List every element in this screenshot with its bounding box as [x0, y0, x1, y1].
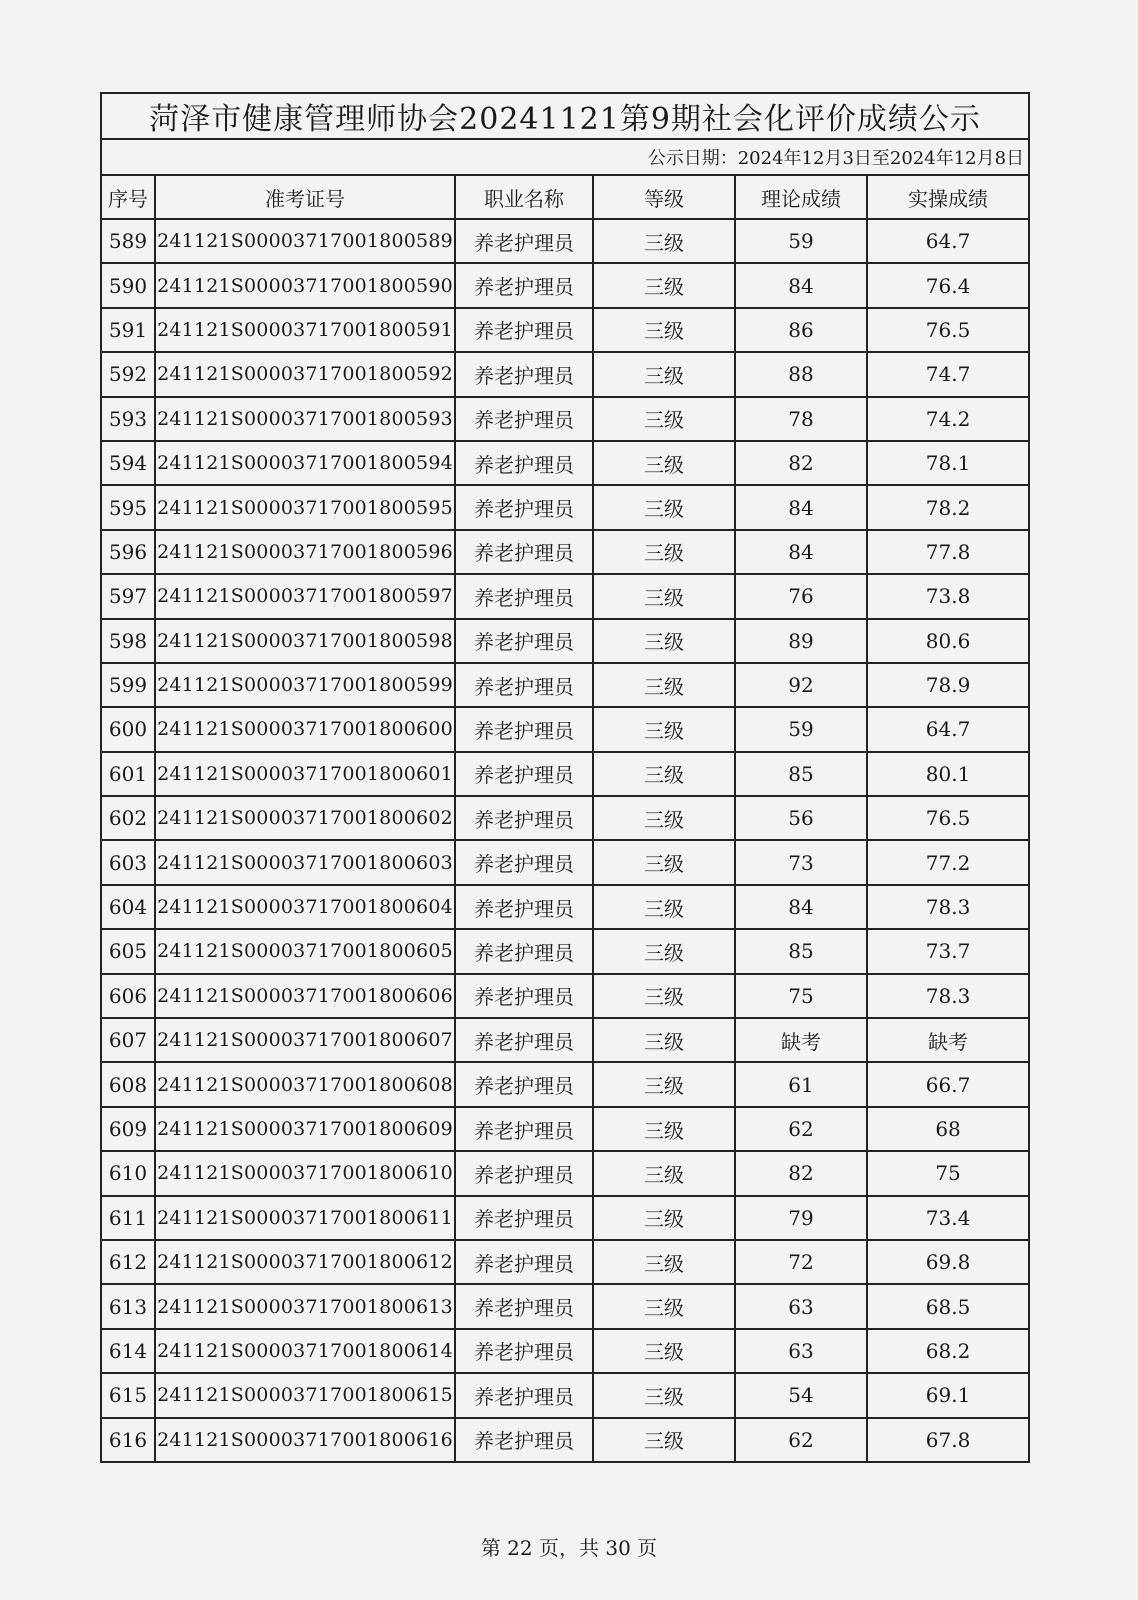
cell-seq: 593 [101, 397, 155, 441]
cell-seq: 608 [101, 1062, 155, 1106]
cell-ticket-number: 241121S00003717001800614 [155, 1329, 455, 1373]
cell-ticket-number: 241121S00003717001800601 [155, 752, 455, 796]
cell-practice-score: 76.5 [867, 308, 1029, 352]
table-row [101, 752, 1029, 796]
cell-theory-score: 84 [735, 530, 867, 574]
cell-ticket-number: 241121S00003717001800607 [155, 1018, 455, 1062]
cell-ticket-number: 241121S00003717001800595 [155, 485, 455, 529]
cell-theory-score: 75 [735, 974, 867, 1018]
cell-seq: 609 [101, 1107, 155, 1151]
cell-occupation: 养老护理员 [455, 974, 593, 1018]
cell-seq: 602 [101, 796, 155, 840]
cell-seq: 594 [101, 441, 155, 485]
cell-level: 三级 [593, 796, 735, 840]
table-row [101, 1329, 1029, 1373]
table-row [101, 352, 1029, 396]
cell-level: 三级 [593, 840, 735, 884]
cell-ticket-number: 241121S00003717001800605 [155, 929, 455, 973]
cell-practice-score: 78.3 [867, 974, 1029, 1018]
cell-seq: 615 [101, 1373, 155, 1417]
cell-occupation: 养老护理员 [455, 441, 593, 485]
cell-seq: 611 [101, 1196, 155, 1240]
cell-ticket-number: 241121S00003717001800589 [155, 219, 455, 263]
table-row [101, 1107, 1029, 1151]
table-row [101, 530, 1029, 574]
cell-level: 三级 [593, 1062, 735, 1106]
table-row [101, 974, 1029, 1018]
cell-ticket-number: 241121S00003717001800612 [155, 1240, 455, 1284]
cell-ticket-number: 241121S00003717001800593 [155, 397, 455, 441]
cell-level: 三级 [593, 1018, 735, 1062]
table-row [101, 485, 1029, 529]
cell-practice-score: 77.8 [867, 530, 1029, 574]
cell-occupation: 养老护理员 [455, 1329, 593, 1373]
cell-theory-score: 76 [735, 574, 867, 618]
table-row [101, 619, 1029, 663]
cell-theory-score: 59 [735, 707, 867, 751]
table-row [101, 308, 1029, 352]
cell-theory-score: 85 [735, 752, 867, 796]
header-practice-score: 实操成绩 [867, 175, 1029, 219]
cell-practice-score: 74.2 [867, 397, 1029, 441]
table-row [101, 840, 1029, 884]
cell-practice-score: 69.8 [867, 1240, 1029, 1284]
cell-level: 三级 [593, 1240, 735, 1284]
cell-level: 三级 [593, 441, 735, 485]
cell-practice-score: 68 [867, 1107, 1029, 1151]
cell-seq: 598 [101, 619, 155, 663]
table-row [101, 663, 1029, 707]
cell-seq: 614 [101, 1329, 155, 1373]
cell-occupation: 养老护理员 [455, 1107, 593, 1151]
cell-level: 三级 [593, 574, 735, 618]
header-occupation: 职业名称 [455, 175, 593, 219]
cell-level: 三级 [593, 530, 735, 574]
cell-occupation: 养老护理员 [455, 1062, 593, 1106]
cell-seq: 616 [101, 1418, 155, 1462]
cell-practice-score: 73.4 [867, 1196, 1029, 1240]
cell-practice-score: 78.9 [867, 663, 1029, 707]
table-row [101, 1196, 1029, 1240]
cell-ticket-number: 241121S00003717001800613 [155, 1284, 455, 1328]
cell-level: 三级 [593, 308, 735, 352]
cell-occupation: 养老护理员 [455, 1240, 593, 1284]
cell-practice-score: 78.1 [867, 441, 1029, 485]
cell-seq: 604 [101, 885, 155, 929]
cell-theory-score: 82 [735, 1151, 867, 1195]
cell-ticket-number: 241121S00003717001800616 [155, 1418, 455, 1462]
cell-ticket-number: 241121S00003717001800599 [155, 663, 455, 707]
cell-practice-score: 69.1 [867, 1373, 1029, 1417]
cell-occupation: 养老护理员 [455, 885, 593, 929]
cell-occupation: 养老护理员 [455, 752, 593, 796]
cell-practice-score: 77.2 [867, 840, 1029, 884]
cell-ticket-number: 241121S00003717001800603 [155, 840, 455, 884]
cell-seq: 600 [101, 707, 155, 751]
cell-occupation: 养老护理员 [455, 1284, 593, 1328]
cell-occupation: 养老护理员 [455, 619, 593, 663]
cell-theory-score: 78 [735, 397, 867, 441]
cell-level: 三级 [593, 1151, 735, 1195]
cell-practice-score: 68.2 [867, 1329, 1029, 1373]
cell-ticket-number: 241121S00003717001800591 [155, 308, 455, 352]
cell-seq: 607 [101, 1018, 155, 1062]
cell-ticket-number: 241121S00003717001800597 [155, 574, 455, 618]
cell-ticket-number: 241121S00003717001800602 [155, 796, 455, 840]
cell-level: 三级 [593, 1284, 735, 1328]
cell-ticket-number: 241121S00003717001800594 [155, 441, 455, 485]
cell-occupation: 养老护理员 [455, 1196, 593, 1240]
cell-seq: 596 [101, 530, 155, 574]
cell-theory-score: 73 [735, 840, 867, 884]
cell-seq: 597 [101, 574, 155, 618]
cell-theory-score: 79 [735, 1196, 867, 1240]
cell-seq: 599 [101, 663, 155, 707]
cell-level: 三级 [593, 1196, 735, 1240]
cell-practice-score: 78.3 [867, 885, 1029, 929]
cell-occupation: 养老护理员 [455, 352, 593, 396]
header-theory-score: 理论成绩 [735, 175, 867, 219]
cell-ticket-number: 241121S00003717001800596 [155, 530, 455, 574]
cell-occupation: 养老护理员 [455, 219, 593, 263]
cell-ticket-number: 241121S00003717001800590 [155, 263, 455, 307]
cell-practice-score: 80.6 [867, 619, 1029, 663]
cell-theory-score: 84 [735, 885, 867, 929]
cell-practice-score: 78.2 [867, 485, 1029, 529]
table-header-row [101, 175, 1029, 219]
cell-seq: 590 [101, 263, 155, 307]
cell-practice-score: 64.7 [867, 219, 1029, 263]
cell-occupation: 养老护理员 [455, 574, 593, 618]
table-row [101, 1418, 1029, 1462]
cell-occupation: 养老护理员 [455, 796, 593, 840]
cell-practice-score: 75 [867, 1151, 1029, 1195]
cell-occupation: 养老护理员 [455, 397, 593, 441]
header-seq: 序号 [101, 175, 155, 219]
table-row [101, 1018, 1029, 1062]
table-row [101, 929, 1029, 973]
cell-level: 三级 [593, 1107, 735, 1151]
cell-practice-score: 76.5 [867, 796, 1029, 840]
cell-seq: 595 [101, 485, 155, 529]
cell-ticket-number: 241121S00003717001800611 [155, 1196, 455, 1240]
table-row [101, 796, 1029, 840]
cell-occupation: 养老护理员 [455, 1418, 593, 1462]
table-row [101, 1240, 1029, 1284]
cell-ticket-number: 241121S00003717001800592 [155, 352, 455, 396]
cell-theory-score: 72 [735, 1240, 867, 1284]
cell-occupation: 养老护理员 [455, 929, 593, 973]
cell-level: 三级 [593, 397, 735, 441]
cell-theory-score: 89 [735, 619, 867, 663]
cell-occupation: 养老护理员 [455, 1018, 593, 1062]
cell-seq: 610 [101, 1151, 155, 1195]
cell-seq: 603 [101, 840, 155, 884]
cell-theory-score: 86 [735, 308, 867, 352]
cell-level: 三级 [593, 885, 735, 929]
cell-ticket-number: 241121S00003717001800604 [155, 885, 455, 929]
cell-practice-score: 64.7 [867, 707, 1029, 751]
results-table [100, 92, 1030, 1463]
cell-seq: 605 [101, 929, 155, 973]
table-row [101, 219, 1029, 263]
cell-level: 三级 [593, 485, 735, 529]
cell-ticket-number: 241121S00003717001800610 [155, 1151, 455, 1195]
cell-theory-score: 85 [735, 929, 867, 973]
cell-occupation: 养老护理员 [455, 308, 593, 352]
cell-theory-score: 84 [735, 263, 867, 307]
cell-seq: 589 [101, 219, 155, 263]
cell-theory-score: 82 [735, 441, 867, 485]
cell-practice-score: 缺考 [867, 1018, 1029, 1062]
cell-occupation: 养老护理员 [455, 530, 593, 574]
cell-ticket-number: 241121S00003717001800608 [155, 1062, 455, 1106]
cell-theory-score: 88 [735, 352, 867, 396]
cell-theory-score: 54 [735, 1373, 867, 1417]
table-row [101, 885, 1029, 929]
results-sheet [100, 92, 1028, 1463]
table-row [101, 1284, 1029, 1328]
table-row [101, 441, 1029, 485]
publish-date: 公示日期：2024年12月3日至2024年12月8日 [101, 139, 1029, 175]
table-body [101, 219, 1029, 1462]
cell-level: 三级 [593, 1373, 735, 1417]
table-row [101, 1062, 1029, 1106]
table-row [101, 263, 1029, 307]
page-title: 菏泽市健康管理师协会20241121第9期社会化评价成绩公示 [101, 93, 1029, 139]
cell-ticket-number: 241121S00003717001800609 [155, 1107, 455, 1151]
cell-seq: 606 [101, 974, 155, 1018]
table-row [101, 574, 1029, 618]
cell-theory-score: 84 [735, 485, 867, 529]
cell-seq: 592 [101, 352, 155, 396]
cell-level: 三级 [593, 974, 735, 1018]
cell-level: 三级 [593, 929, 735, 973]
cell-theory-score: 缺考 [735, 1018, 867, 1062]
table-row [101, 1151, 1029, 1195]
cell-level: 三级 [593, 352, 735, 396]
cell-theory-score: 61 [735, 1062, 867, 1106]
cell-theory-score: 59 [735, 219, 867, 263]
cell-occupation: 养老护理员 [455, 485, 593, 529]
cell-theory-score: 63 [735, 1284, 867, 1328]
cell-level: 三级 [593, 1418, 735, 1462]
cell-theory-score: 62 [735, 1107, 867, 1151]
cell-occupation: 养老护理员 [455, 663, 593, 707]
page-footer: 第 22 页，共 30 页 [480, 1536, 658, 1560]
cell-occupation: 养老护理员 [455, 263, 593, 307]
cell-practice-score: 74.7 [867, 352, 1029, 396]
cell-ticket-number: 241121S00003717001800606 [155, 974, 455, 1018]
cell-ticket-number: 241121S00003717001800598 [155, 619, 455, 663]
cell-theory-score: 63 [735, 1329, 867, 1373]
header-ticket-number: 准考证号 [155, 175, 455, 219]
cell-seq: 601 [101, 752, 155, 796]
table-row [101, 1373, 1029, 1417]
cell-level: 三级 [593, 619, 735, 663]
cell-ticket-number: 241121S00003717001800600 [155, 707, 455, 751]
cell-ticket-number: 241121S00003717001800615 [155, 1373, 455, 1417]
cell-practice-score: 67.8 [867, 1418, 1029, 1462]
table-row [101, 397, 1029, 441]
cell-practice-score: 80.1 [867, 752, 1029, 796]
table-row [101, 707, 1029, 751]
cell-occupation: 养老护理员 [455, 707, 593, 751]
cell-theory-score: 92 [735, 663, 867, 707]
cell-level: 三级 [593, 263, 735, 307]
cell-theory-score: 56 [735, 796, 867, 840]
cell-level: 三级 [593, 1329, 735, 1373]
cell-level: 三级 [593, 663, 735, 707]
cell-seq: 613 [101, 1284, 155, 1328]
cell-practice-score: 73.8 [867, 574, 1029, 618]
cell-level: 三级 [593, 752, 735, 796]
cell-practice-score: 66.7 [867, 1062, 1029, 1106]
cell-level: 三级 [593, 219, 735, 263]
cell-seq: 612 [101, 1240, 155, 1284]
cell-occupation: 养老护理员 [455, 840, 593, 884]
cell-practice-score: 73.7 [867, 929, 1029, 973]
header-level: 等级 [593, 175, 735, 219]
cell-occupation: 养老护理员 [455, 1151, 593, 1195]
cell-seq: 591 [101, 308, 155, 352]
cell-level: 三级 [593, 707, 735, 751]
cell-occupation: 养老护理员 [455, 1373, 593, 1417]
cell-theory-score: 62 [735, 1418, 867, 1462]
cell-practice-score: 68.5 [867, 1284, 1029, 1328]
cell-practice-score: 76.4 [867, 263, 1029, 307]
